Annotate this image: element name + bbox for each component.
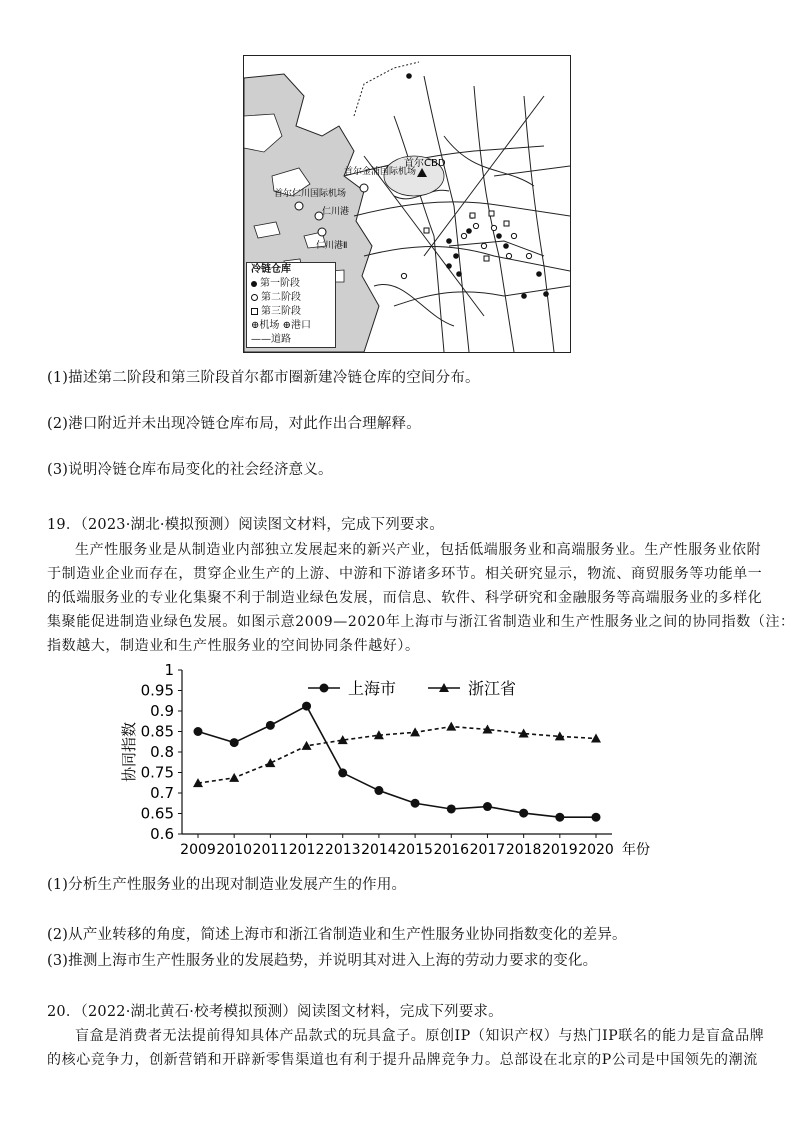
legend-stage2 [247,291,335,305]
y-axis-label: 协同指数 [120,721,138,783]
data-point [230,738,239,747]
q18-sub1: (1)描述第二阶段和第三阶段首尔都市圈新建冷链仓库的空间分布。 [47,370,480,386]
y-tick-label: 0.9 [150,702,174,720]
data-point [302,702,311,711]
q20-material [47,1024,764,1072]
data-point [483,802,492,811]
label-incheon-airport: 首尔仁川国际机场 [274,189,347,199]
q19-line: 指数越大，制造业和生产性服务业的空间协同条件越好）。 [47,638,420,654]
label-incheon-port-2: 仁川港Ⅱ [316,241,348,251]
airport-icon: ⊕ [251,320,260,331]
legend-road [247,333,335,347]
x-tick-label: 2020 [578,842,614,858]
port-icon: ⊕ [282,320,291,331]
legend-title: 冷链仓库 [251,264,291,275]
x-axis-label: 年份 [622,842,650,858]
legend-road-label: 道路 [271,334,291,345]
data-point [555,813,564,822]
legend-stage3-label: 第三阶段 [261,306,301,317]
x-tick-label: 2011 [252,842,289,858]
q18-sub3: (3)说明冷链仓库布局变化的社会经济意义。 [47,462,333,478]
q18-sub2: (2)港口附近并未出现冷链仓库布局，对此作出合理解释。 [47,416,421,432]
data-point [591,733,601,742]
x-tick-label: 2013 [324,842,361,858]
q19-heading: 19．（2023·湖北·模拟预测）阅读图文材料，完成下列要求。 [47,517,445,533]
legend-stage1-label: 第一阶段 [260,278,300,289]
data-point [410,727,420,736]
y-tick-label: 1 [164,661,174,679]
x-tick-label: 2016 [433,842,470,858]
q19-line: 生产性服务业是从制造业内部独立发展起来的新兴产业，包括低端服务业和高端服务业。生产性服务业依附 [75,542,762,558]
label-seoul-cbd: 首尔CBD [404,158,446,169]
y-tick-label: 0.6 [150,825,174,843]
legend-port-label: 港口 [290,320,311,331]
q19-sub2: (2)从产业转移的角度，简述上海市和浙江省制造业和生产性服务业协同指数变化的差异。 [47,927,627,943]
x-tick-label: 2019 [541,842,578,858]
x-tick-label: 2012 [288,842,325,858]
data-point [446,722,456,731]
series-line-2 [198,727,596,784]
legend-label-shanghai: 上海市 [348,679,397,698]
legend-stage1 [247,277,335,291]
data-point [374,786,383,795]
x-tick-label: 2015 [397,842,433,858]
q19-sub3: (3)推测上海市生产性服务业的发展趋势，并说明其对进入上海的劳动力要求的变化。 [47,953,598,969]
legend-label-zhejiang: 浙江省 [468,679,517,698]
road-line-icon: —— [251,334,271,345]
y-tick-label: 0.75 [140,763,174,782]
data-point [519,809,528,818]
y-tick-label: 0.95 [140,681,174,700]
x-tick-label: 2010 [216,842,253,858]
railway [354,62,419,116]
data-point [338,768,347,777]
q19-line: 于制造业企业而存在，贯穿企业生产的上游、中游和下游诸多环节。相关研究显示，物流、商贸服务等功能单一 [47,566,763,582]
y-tick-label: 0.65 [140,804,174,823]
data-point [194,727,203,736]
data-point [266,721,275,730]
label-incheon-port: 仁川港 [322,207,350,217]
square-icon [251,308,258,315]
x-tick-label: 2017 [469,842,506,858]
filled-dot-icon [251,281,257,287]
collaboration-index-chart [118,658,678,863]
map-legend [246,262,336,348]
legend-airport-label: 机场 [259,320,280,331]
q20-line: 盲盒是消费者无法提前得知具体产品款式的玩具盒子。原创IP（知识产权）与热门IP联名的能力是盲盒品牌 [75,1028,765,1044]
ring-icon [251,294,258,301]
airport-icon [295,202,303,210]
x-tick-label: 2009 [180,842,216,858]
data-point [229,773,239,782]
q19-line: 集聚能促进制造业绿色发展。如图示意2009—2020年上海市与浙江省制造业和生产性服务业之间的协同指数（注： [47,614,795,630]
series-line-1 [198,706,596,817]
q19-material [47,538,795,658]
q20-line: 的核心竞争力，创新营销和开辟新零售渠道也有利于提升品牌竞争力。总部设在北京的P公司是中国领先的潮流 [47,1052,758,1068]
y-tick-label: 0.8 [150,743,174,761]
q19-sub1: (1)分析生产性服务业的出现对制造业发展产生的作用。 [47,877,407,893]
y-tick-label: 0.7 [150,784,174,802]
x-tick-label: 2018 [505,842,542,858]
data-point [411,799,420,808]
chart-svg [118,658,678,863]
data-point [265,758,275,767]
label-gimpo-airport: 首尔金浦国际机场 [344,167,417,177]
y-tick-label: 0.85 [140,722,174,741]
legend-facilities [247,319,335,333]
legend-stage2-label: 第二阶段 [261,292,301,303]
q20-heading: 20．（2022·湖北黄石·校考模拟预测）阅读图文材料，完成下列要求。 [47,1004,503,1020]
data-point [592,813,601,822]
airport-icon [360,184,368,192]
q19-line: 的低端服务业的专业化集聚不利于制造业绿色发展，而信息、软件、科学研究和金融服务等高端服务业的多样化 [47,590,763,606]
port-icon [318,228,326,236]
legend-marker-shanghai [320,684,329,693]
data-point [447,804,456,813]
x-tick-label: 2014 [361,842,397,858]
legend-stage3 [247,305,335,319]
